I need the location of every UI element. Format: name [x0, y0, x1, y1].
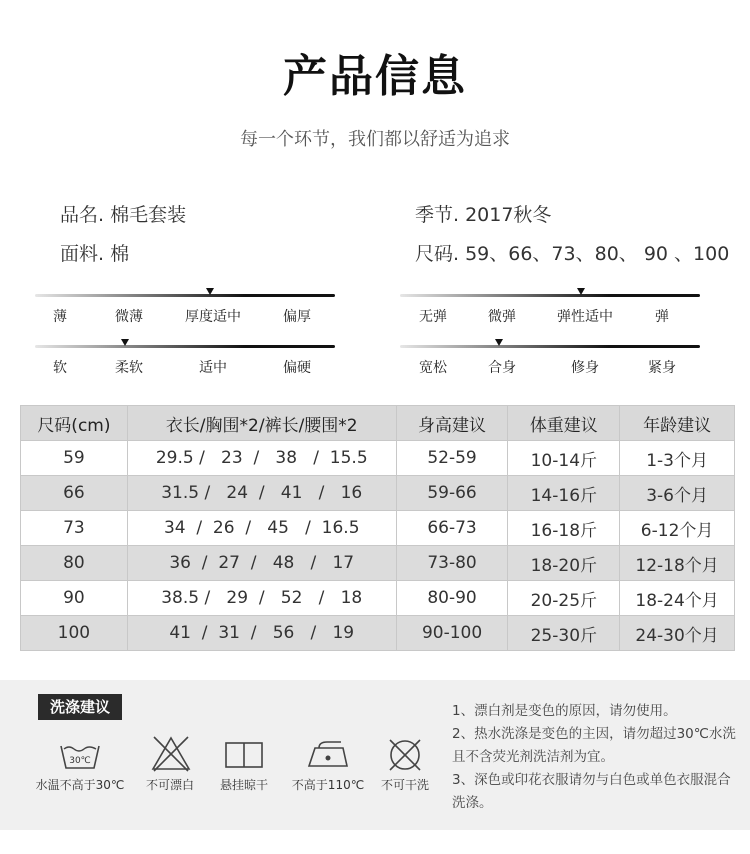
cell-measurements: 41 / 31 / 56 / 19 — [127, 616, 396, 651]
wash-tag: 洗涤建议 — [38, 694, 122, 720]
iron-label: 不高于110℃ — [291, 778, 365, 792]
cell-age: 1-3个月 — [620, 441, 735, 476]
cell-height: 90-100 — [396, 616, 508, 651]
cell-measurements: 29.5 / 23 / 38 / 15.5 — [127, 441, 396, 476]
cell-weight: 20-25斤 — [508, 581, 620, 616]
cell-height: 66-73 — [396, 511, 508, 546]
cell-size: 90 — [21, 581, 128, 616]
softness-label: 软 — [53, 360, 67, 376]
cell-age: 18-24个月 — [620, 581, 735, 616]
fit-marker-icon — [495, 339, 503, 346]
cell-size: 66 — [21, 476, 128, 511]
cell-size: 80 — [21, 546, 128, 581]
wash-note: 1、漂白剂是变色的原因，请勿使用。 — [452, 703, 677, 719]
header-size: 尺码(cm) — [21, 406, 128, 441]
elasticity-bar — [400, 294, 700, 297]
table-row — [21, 581, 735, 616]
table-row — [21, 511, 735, 546]
cell-measurements: 36 / 27 / 48 / 17 — [127, 546, 396, 581]
cell-measurements: 38.5 / 29 / 52 / 18 — [127, 581, 396, 616]
softness-label: 柔软 — [115, 360, 143, 376]
cell-height: 80-90 — [396, 581, 508, 616]
wash-notes — [452, 700, 737, 815]
cell-weight: 10-14斤 — [508, 441, 620, 476]
elasticity-label: 无弹 — [419, 309, 447, 325]
fit-label: 合身 — [488, 360, 516, 376]
fit-label: 紧身 — [648, 360, 676, 376]
table-row — [21, 546, 735, 581]
cell-age: 12-18个月 — [620, 546, 735, 581]
cell-weight: 14-16斤 — [508, 476, 620, 511]
softness-label: 偏硬 — [283, 360, 311, 376]
thickness-label: 微薄 — [115, 309, 143, 325]
fit-label: 宽松 — [419, 360, 447, 376]
cell-height: 73-80 — [396, 546, 508, 581]
cell-size: 73 — [21, 511, 128, 546]
wash-temp-text: 30℃ — [69, 756, 91, 766]
product-fabric: 面料. 棉 — [60, 243, 130, 265]
header-weight: 体重建议 — [508, 406, 620, 441]
product-sizes: 尺码. 59、66、73、80、 90 、100 — [415, 243, 730, 265]
elasticity-label: 弹性适中 — [557, 309, 613, 325]
softness-label: 适中 — [199, 360, 227, 376]
no-dry-clean-icon — [387, 737, 423, 773]
softness-bar — [35, 345, 335, 348]
size-table — [20, 405, 735, 651]
thickness-marker-icon — [206, 288, 214, 295]
elasticity-label: 弹 — [655, 309, 669, 325]
cell-age: 24-30个月 — [620, 616, 735, 651]
cell-height: 52-59 — [396, 441, 508, 476]
cell-age: 3-6个月 — [620, 476, 735, 511]
header-measurements: 衣长/胸围*2/裤长/腰围*2 — [127, 406, 396, 441]
table-row — [21, 616, 735, 651]
hang-dry-label: 悬挂晾干 — [219, 778, 269, 792]
elasticity-marker-icon — [577, 288, 585, 295]
cell-measurements: 34 / 26 / 45 / 16.5 — [127, 511, 396, 546]
cell-height: 59-66 — [396, 476, 508, 511]
fit-bar — [400, 345, 700, 348]
thickness-label: 厚度适中 — [185, 309, 241, 325]
thickness-bar — [35, 294, 335, 297]
no-bleach-icon — [150, 735, 192, 773]
header-age: 年龄建议 — [620, 406, 735, 441]
cell-age: 6-12个月 — [620, 511, 735, 546]
page-title: 产品信息 — [283, 51, 467, 102]
wash-note: 3、深色或印花衣服请勿与白色或单色衣服混合洗涤。 — [452, 772, 731, 811]
header-height: 身高建议 — [396, 406, 508, 441]
no-bleach-label: 不可漂白 — [145, 778, 195, 792]
elasticity-label: 微弹 — [488, 309, 516, 325]
product-name: 品名. 棉毛套装 — [60, 204, 187, 226]
hang-dry-icon — [224, 740, 264, 770]
iron-110-icon — [305, 740, 351, 772]
wash-label: 水温不高于30℃ — [35, 778, 125, 792]
cell-weight: 18-20斤 — [508, 546, 620, 581]
table-row — [21, 476, 735, 511]
product-season: 季节. 2017秋冬 — [415, 204, 552, 226]
thickness-label: 偏厚 — [283, 309, 311, 325]
wash-30-icon — [58, 740, 102, 772]
page-subtitle: 每一个环节，我们都以舒适为追求 — [240, 129, 510, 150]
cell-size: 59 — [21, 441, 128, 476]
softness-marker-icon — [121, 339, 129, 346]
cell-weight: 16-18斤 — [508, 511, 620, 546]
no-dry-clean-label: 不可干洗 — [380, 778, 430, 792]
cell-size: 100 — [21, 616, 128, 651]
cell-weight: 25-30斤 — [508, 616, 620, 651]
thickness-label: 薄 — [53, 309, 67, 325]
wash-note: 2、热水洗涤是变色的主因，请勿超过30℃水洗且不含荧光剂洗洁剂为宜。 — [452, 726, 736, 765]
table-row — [21, 441, 735, 476]
table-header-row — [21, 406, 735, 441]
cell-measurements: 31.5 / 24 / 41 / 16 — [127, 476, 396, 511]
fit-label: 修身 — [571, 360, 599, 376]
